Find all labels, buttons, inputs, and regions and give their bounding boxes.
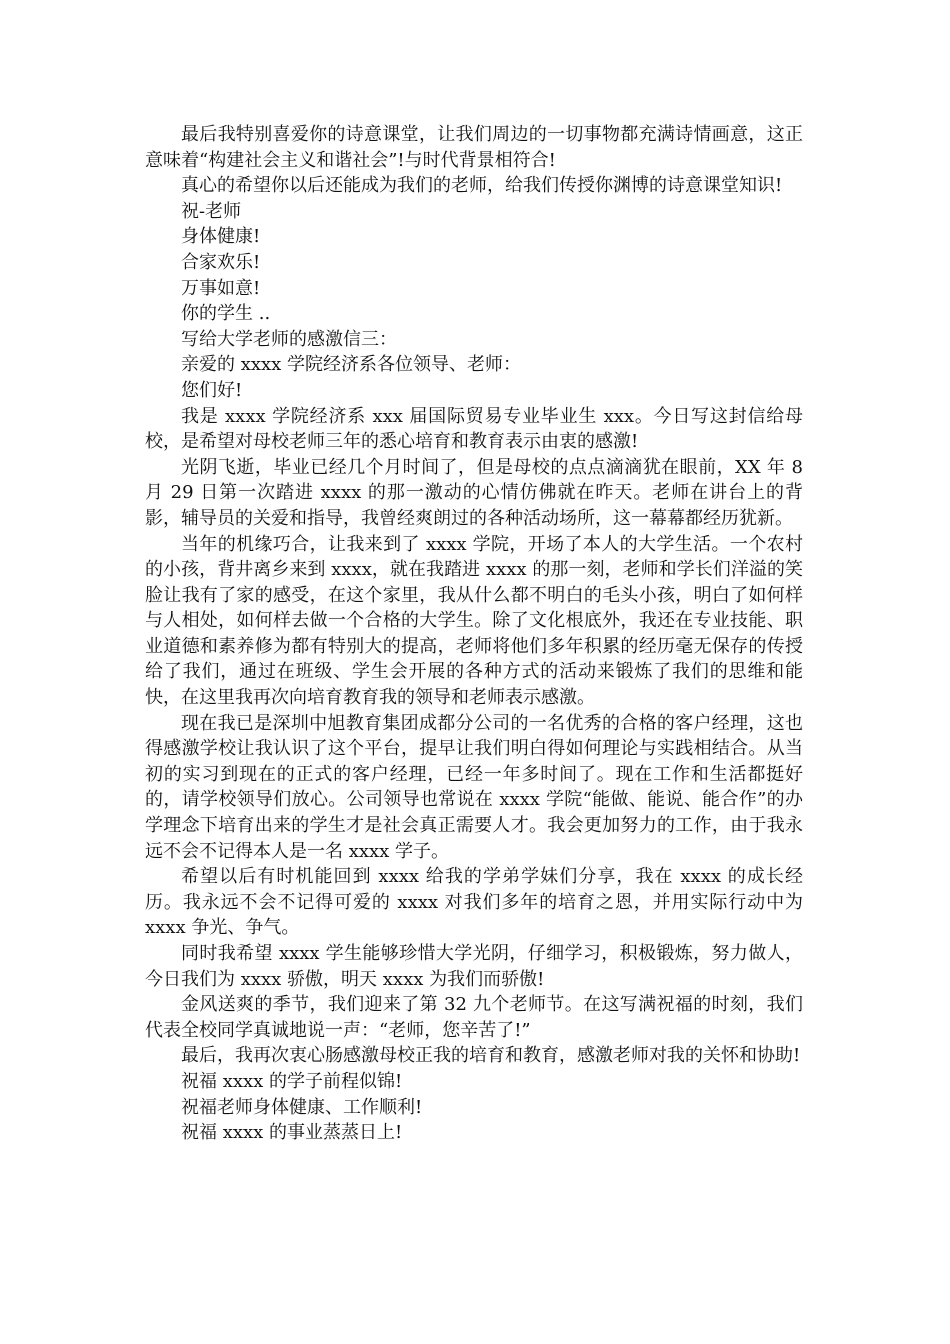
paragraph: 身体健康! bbox=[181, 226, 261, 248]
paragraph: 我是 xxxx 学院经济系 xxx 届国际贸易专业毕业生 xxx。今日写这封信给母校，是希望对母校老师三年的悉心培育和教育表示由衷的感激! bbox=[145, 405, 803, 453]
closing-line: 祝福老师身体健康、工作顺利! bbox=[181, 1096, 423, 1118]
paragraph: 现在我已是深圳中旭教育集团成都分公司的一名优秀的合格的客户经理，这也得感激学校让我认识了这个平台，提早让我们明白得如何理论与实践相结合。从当初的实习到现在的正式的客户经理，已经一年多时间了。现在工作和生活都挺好的，请学校领导们放心。公司领导也常说在 xxxx 学院“能做、能说、能合作”的办学理念下培育出来的学生才是社会真正需要人才。我会更加努力的工作，由于我永远不会不记得本人是一名 xxxx 学子。 bbox=[145, 712, 803, 862]
paragraph: 当年的机缘巧合，让我来到了 xxxx 学院，开场了本人的大学生活。一个农村的小孩，背井离乡来到 xxxx，就在我踏进 xxxx 的那一刻，老师和学长们洋溢的笑脸让我有了家的感受，在这个家里，我从什么都不明白的毛头小孩，明白了如何样与人相处，如何样去做一个合格的大学生。除了文化根底外，我还在专业技能、职业道德和素养修为都有特别大的提高，老师将他们多年积累的经历毫无保存的传授给了我们，通过在班级、学生会开展的各种方式的活动来锻炼了我们的思维和能快，在这里我再次向培育教育我的领导和老师表示感激。 bbox=[145, 533, 803, 709]
paragraph: 你的学生 .. bbox=[181, 303, 271, 325]
paragraph: 光阴飞逝，毕业已经几个月时间了，但是母校的点点滴滴犹在眼前，XX 年 8 月 29 日第一次踏进 xxxx 的那一激动的心情仿佛就在昨天。老师在讲台上的背影，辅导员的关爱和指导，我曾经爽朗过的各种活动场所，这一幕幕都经历犹新。 bbox=[145, 456, 803, 529]
closing-line: 祝福 xxxx 的学子前程似锦! bbox=[181, 1070, 403, 1092]
paragraph: 最后我特别喜爱你的诗意课堂，让我们周边的一切事物都充满诗情画意，这正意味着“构建社会主义和谐社会”!与时代背景相符合! bbox=[145, 124, 803, 171]
greeting: 您们好! bbox=[181, 379, 243, 401]
paragraph: 金风送爽的季节，我们迎来了第 32 九个老师节。在这写满祝福的时刻，我们代表全校同学真诚地说一声：“老师，您辛苦了!” bbox=[145, 994, 803, 1041]
paragraph: 同时我希望 xxxx 学生能够珍惜大学光阴，仔细学习，积极锻炼，努力做人，今日我们为 xxxx 骄傲，明天 xxxx 为我们而骄傲! bbox=[145, 943, 803, 990]
paragraph: 合家欢乐! bbox=[181, 251, 261, 273]
salutation: 亲爱的 xxxx 学院经济系各位领导、老师： bbox=[181, 354, 522, 376]
letter-body bbox=[145, 122, 803, 1146]
paragraph: 真心的希望你以后还能成为我们的老师，给我们传授你渊博的诗意课堂知识! bbox=[181, 175, 783, 197]
paragraph: 希望以后有时机能回到 xxxx 给我的学弟学妹们分享，我在 xxxx 的成长经历。我永远不会不记得可爱的 xxxx 对我们多年的培育之恩，并用实际行动中为 xxxx 争光、争气。 bbox=[145, 866, 803, 939]
paragraph: 万事如意! bbox=[181, 277, 261, 299]
closing-line: 祝福 xxxx 的事业蒸蒸日上! bbox=[181, 1122, 403, 1144]
paragraph: 最后，我再次衷心肠感激母校正我的培育和教育，感激老师对我的关怀和协助! bbox=[181, 1045, 801, 1067]
paragraph: 祝-老师 bbox=[181, 200, 242, 222]
section-heading: 写给大学老师的感激信三： bbox=[181, 328, 397, 350]
